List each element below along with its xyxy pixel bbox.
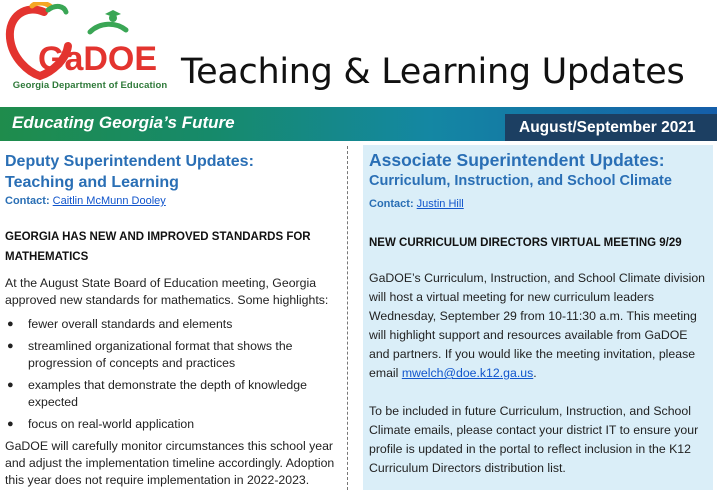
list-item-text: fewer overall standards and elements xyxy=(28,317,233,331)
list-item-text: streamlined organizational format that shows the progression of concepts and practices xyxy=(28,339,293,370)
section-title-line1: Deputy Superintendent Updates: xyxy=(5,153,254,170)
bullet-icon: ● xyxy=(7,418,14,430)
banner xyxy=(0,107,717,141)
highlights-list xyxy=(5,316,358,433)
article-heading-line2: MATHEMATICS xyxy=(5,251,89,263)
meeting-text: GaDOE’s Curriculum, Instruction, and School Climate division will host a virtual meeting for new curriculum leaders Wednesday, September 29 from 10-11:30 a.m. This meeting will highlight support and resources available from GaDOE and partners. If you would like the meeting invitation, please email xyxy=(369,271,706,380)
contact-line xyxy=(5,195,358,207)
section-title-right: Associate Superintendent Updates: xyxy=(369,150,665,170)
article-heading xyxy=(5,227,358,267)
email-link[interactable]: mwelch@doe.k12.ga.us xyxy=(401,366,534,380)
gadoe-logo xyxy=(4,2,174,102)
contact-link-justin[interactable]: Justin Hill xyxy=(416,198,464,210)
bullet-icon: ● xyxy=(7,318,14,330)
bullet-icon: ● xyxy=(7,340,14,352)
contact-label: Contact: xyxy=(5,195,50,207)
article-heading-line1: GEORGIA HAS NEW AND IMPROVED STANDARDS FOR xyxy=(5,231,311,243)
column-divider xyxy=(347,146,348,490)
section-subtitle-right: Curriculum, Instruction, and School Climate xyxy=(369,173,672,189)
intro-paragraph: At the August State Board of Education meeting, Georgia approved new standards for mathematics. Some highlights: xyxy=(5,276,329,307)
distribution-paragraph: To be included in future Curriculum, Instruction, and School Climate emails, please contact your district IT to ensure your profile is updated in the portal to reflect inclusion in the K12 Curriculum Directors distribution list. xyxy=(369,404,699,475)
section-title-line2: Teaching and Learning xyxy=(5,174,179,191)
list-item xyxy=(5,416,358,433)
section-title xyxy=(5,151,358,193)
deputy-superintendent-section xyxy=(0,146,358,490)
article-heading-right: NEW CURRICULUM DIRECTORS VIRTUAL MEETING 9/29 xyxy=(369,237,682,249)
contact-link-caitlin[interactable]: Caitlin McMunn Dooley xyxy=(52,195,166,207)
page-title: Teaching & Learning Updates xyxy=(181,52,685,92)
list-item xyxy=(5,377,335,411)
logo-wordmark: GaDOE xyxy=(38,40,158,78)
gadoe-logo-graphic xyxy=(4,2,176,82)
banner-tagline: Educating Georgia’s Future xyxy=(12,113,235,132)
list-item-text: examples that demonstrate the depth of knowledge expected xyxy=(28,378,307,409)
issue-date: August/September 2021 xyxy=(505,114,717,141)
associate-superintendent-section xyxy=(363,145,713,490)
meeting-paragraph xyxy=(369,269,709,383)
list-item xyxy=(5,338,335,372)
list-item-text: focus on real-world application xyxy=(28,417,195,431)
bullet-icon: ● xyxy=(7,379,14,391)
meeting-text-end: . xyxy=(533,366,537,380)
contact-label-right: Contact: xyxy=(369,198,414,210)
logo-subtitle: Georgia Department of Education xyxy=(12,80,168,91)
list-item xyxy=(5,316,358,333)
contact-line-right xyxy=(369,198,713,210)
closing-paragraph: GaDOE will carefully monitor circumstances this school year and adjust the implementation timeline accordingly. Adoption this year does not require implementation in 2022-2023. xyxy=(5,439,335,487)
